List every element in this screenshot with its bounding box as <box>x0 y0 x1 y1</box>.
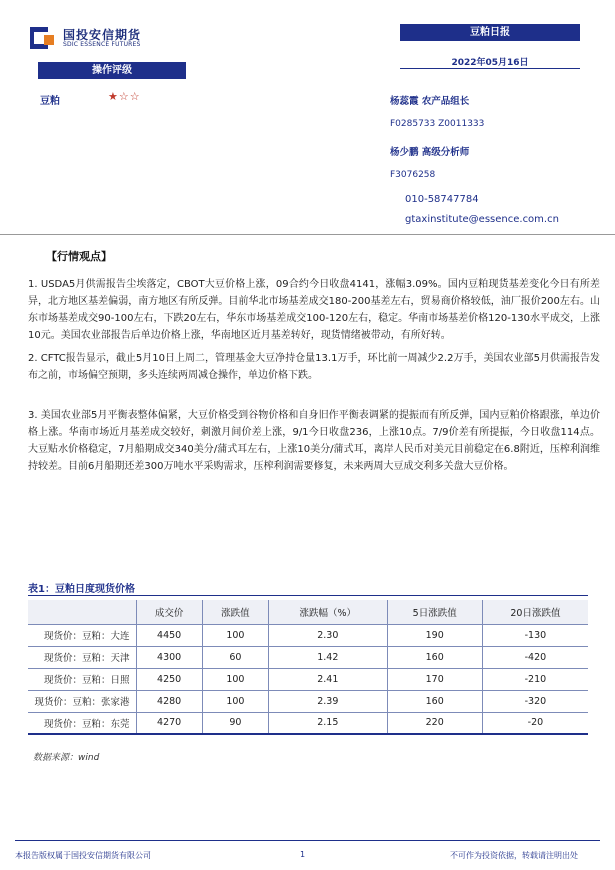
table-row <box>28 646 588 668</box>
product-label: 豆粕 <box>40 96 60 107</box>
rating-header: 操作评级 <box>38 62 186 79</box>
table-header-cell <box>28 600 136 624</box>
paragraph-3: 3. 美国农业部5月平衡表整体偏紧，大豆价格受到谷物价格和自身旧作平衡表调紧的提振而有所反弹，国内豆粕价格跟涨，单边价格上涨。华南市场近月基差成交较好，刺激月间价差上涨，9/1今日收盘236，上涨10点。7/9价差有所提振，今日收盘114点。大豆贴水价格稳定，7月船期成交340美分/蒲式耳左右，上涨10美分/蒲式耳，离岸人民币对美元目前稳定在6.8附近，压榨利润维持较差。目前6月船期还差300万吨水平采购需求，压榨利润需要修复，未来两周大豆成交利多关盘大豆价格。 <box>28 410 600 472</box>
contact-email[interactable]: gtaxinstitute@essence.com.cn <box>405 214 559 225</box>
analyst-1-cert: F0285733 Z0011333 <box>390 119 485 129</box>
table-cell: -210 <box>482 668 588 690</box>
footer-disclaimer: 不可作为投资依据，转载请注明出处 <box>450 851 578 860</box>
table-cell: -420 <box>482 646 588 668</box>
table-cell: 60 <box>202 646 268 668</box>
table-cell: 2.41 <box>269 668 388 690</box>
table-cell: 90 <box>202 712 268 734</box>
table-cell: 现货价：豆粕：张家港 <box>28 690 136 712</box>
table-cell: 1.42 <box>269 646 388 668</box>
header-divider <box>0 234 615 235</box>
table-header-row <box>28 600 588 624</box>
table-title: 表1：豆粕日度现货价格 <box>28 584 135 595</box>
table-cell: -130 <box>482 624 588 646</box>
table-cell: 100 <box>202 624 268 646</box>
brand-name-cn: 国投安信期货 <box>63 28 142 42</box>
table-cell: 170 <box>387 668 482 690</box>
table-header-cell: 5日涨跌值 <box>387 600 482 624</box>
table-cell: 160 <box>387 646 482 668</box>
section-title: 【行情观点】 <box>46 250 112 263</box>
table-cell: 4280 <box>136 690 202 712</box>
analyst-1-name: 杨蕊霞 农产品组长 <box>390 96 470 107</box>
table-cell: 190 <box>387 624 482 646</box>
table-cell: 220 <box>387 712 482 734</box>
table-cell: 100 <box>202 668 268 690</box>
logo-icon <box>30 27 60 49</box>
table-cell: 4450 <box>136 624 202 646</box>
date-divider <box>400 68 580 69</box>
table-header-cell: 涨跌值 <box>202 600 268 624</box>
contact-phone: 010-58747784 <box>405 194 479 205</box>
table-cell: 2.30 <box>269 624 388 646</box>
data-source: 数据来源：wind <box>33 753 100 763</box>
table-row <box>28 712 588 734</box>
table-cell: 现货价：豆粕：天津 <box>28 646 136 668</box>
spot-price-table <box>28 600 588 735</box>
table-header-cell: 20日涨跌值 <box>482 600 588 624</box>
table-cell: 4270 <box>136 712 202 734</box>
paragraph-2: 2. CFTC报告显示，截止5月10日上周二，管理基金大豆净持仓量13.1万手，环比前一周减少2.2万手，美国农业部5月供需报告发布之前，市场偏空预期，多头连续两周减仓操作，单边价格下跌。 <box>28 353 600 381</box>
table-header-cell: 涨跌幅（%） <box>269 600 388 624</box>
star-filled-icon: ★ <box>108 90 119 103</box>
rating-stars <box>108 90 141 103</box>
table-cell: -20 <box>482 712 588 734</box>
analyst-2-cert: F3076258 <box>390 170 436 180</box>
paragraph-1: 1. USDA5月供需报告尘埃落定，CBOT大豆价格上涨，09合约今日收盘4141，涨幅3.09%。国内豆粕现货基差变化今日有所差异，北方地区基差偏弱，南方地区有所反弹。目前华北市场基差成交180-200基差左右，贸易商价格较低，油厂报价200左右。山东市场基差成交90-100左右，下跌20左右，华东市场基差成交100-120左右，稳定。华南市场基差价格120-130水平成交，上涨10元。美国农业部报告后单边价格上涨，华南地区近月基差转好，现货情绪被带动，有所好转。 <box>28 279 600 341</box>
table-cell: 160 <box>387 690 482 712</box>
brand-name-en: SDIC ESSENCE FUTURES <box>63 41 141 48</box>
table-cell: 现货价：豆粕：东莞 <box>28 712 136 734</box>
table-cell: 100 <box>202 690 268 712</box>
table-cell: 4250 <box>136 668 202 690</box>
footer-copyright: 本报告版权属于国投安信期货有限公司 <box>15 851 151 860</box>
analyst-2-name: 杨少鹏 高级分析师 <box>390 147 470 158</box>
table-cell: -320 <box>482 690 588 712</box>
table-cell: 现货价：豆粕：日照 <box>28 668 136 690</box>
table-cell: 4300 <box>136 646 202 668</box>
table-title-rule <box>28 595 588 596</box>
footer-divider <box>15 840 600 841</box>
table-row <box>28 624 588 646</box>
page-number: 1 <box>300 850 306 859</box>
report-date: 2022年05月16日 <box>451 58 529 68</box>
table-cell: 现货价：豆粕：大连 <box>28 624 136 646</box>
report-type-tag: 豆粕日报 <box>400 24 580 41</box>
table-header-cell: 成交价 <box>136 600 202 624</box>
table-row <box>28 690 588 712</box>
table-row <box>28 668 588 690</box>
table-cell: 2.15 <box>269 712 388 734</box>
table-cell: 2.39 <box>269 690 388 712</box>
star-empty-icon: ☆☆ <box>118 90 141 103</box>
